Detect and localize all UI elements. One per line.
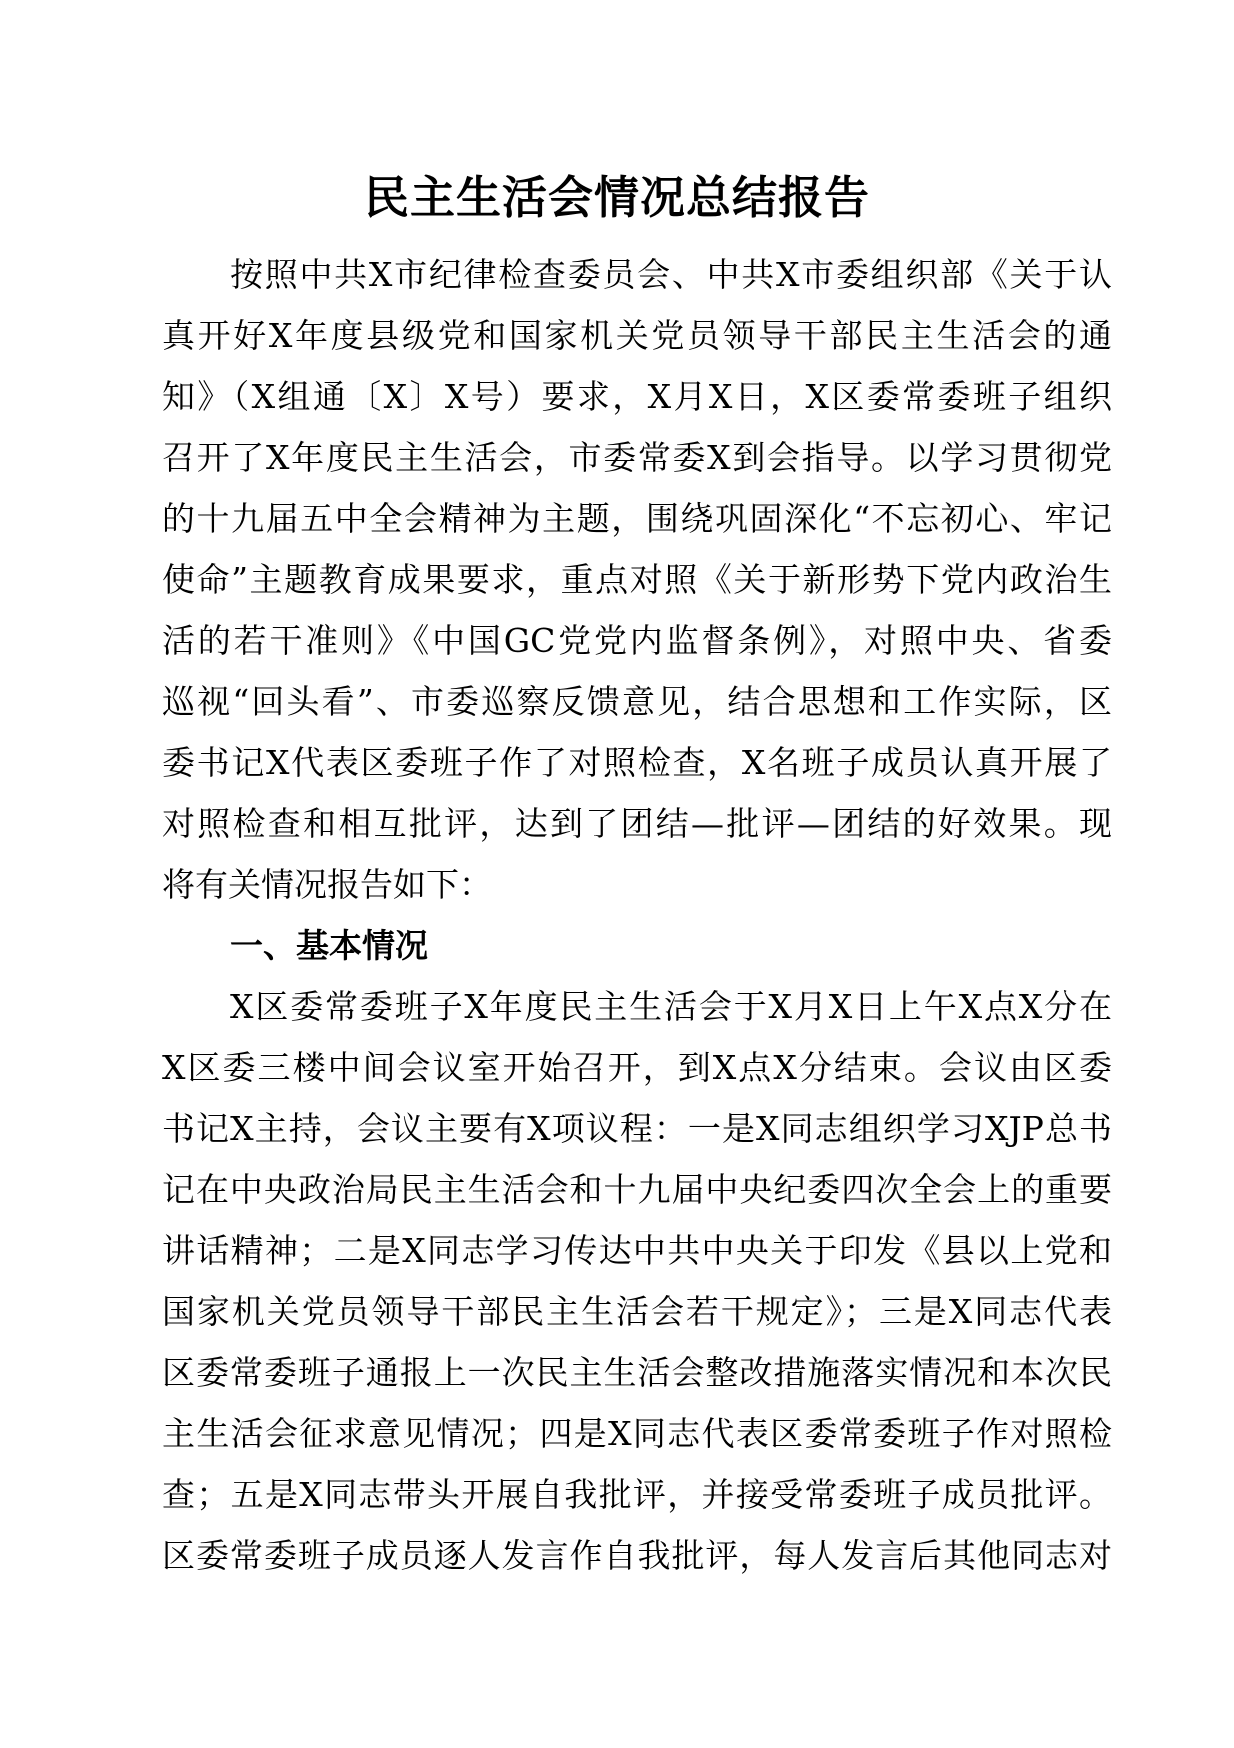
text-line: 国家机关党员领导干部民主生活会若干规定》；三是X同志代表 [162, 1292, 1112, 1331]
text-line: X区委三楼中间会议室开始召开，到X点X分结束。会议由区委 [162, 1048, 1112, 1087]
text-line: 按照中共X市纪律检查委员会、中共X市委组织部《关于认 [230, 255, 1112, 294]
text-line: 真开好X年度县级党和国家机关党员领导干部民主生活会的通 [162, 316, 1112, 355]
text-line: 对照检查和相互批评，达到了团结—批评—团结的好效果。现 [162, 804, 1112, 843]
text-line: 活的若干准则》《中国GC党党内监督条例》，对照中央、省委 [162, 621, 1112, 660]
document-title: 民主生活会情况总结报告 [363, 171, 870, 224]
text-line: 书记X主持，会议主要有X项议程：一是X同志组织学习XJP总书 [162, 1109, 1112, 1148]
document-body [162, 244, 1112, 1586]
text-line: 区委常委班子通报上一次民主生活会整改措施落实情况和本次民 [162, 1353, 1112, 1392]
text-line: X区委常委班子X年度民主生活会于X月X日上午X点X分在 [230, 987, 1112, 1026]
text-line: 将有关情况报告如下： [162, 865, 492, 904]
text-line: 召开了X年度民主生活会，市委常委X到会指导。以学习贯彻党 [162, 438, 1112, 477]
paragraph-intro [162, 244, 1112, 915]
text-line: 的十九届五中全会精神为主题，围绕巩固深化“不忘初心、牢记 [162, 499, 1112, 538]
section-heading: 一、基本情况 [230, 926, 428, 965]
text-line: 查；五是X同志带头开展自我批评，并接受常委班子成员批评。 [162, 1475, 1112, 1514]
text-line: 巡视“回头看”、市委巡察反馈意见，结合思想和工作实际，区 [162, 682, 1112, 721]
text-line: 区委常委班子成员逐人发言作自我批评，每人发言后其他同志对 [162, 1536, 1112, 1575]
paragraph-basic-info [162, 976, 1112, 1586]
text-line: 知》（X组通〔X〕X号）要求，X月X日，X区委常委班子组织 [162, 377, 1112, 416]
text-line: 主生活会征求意见情况；四是X同志代表区委常委班子作对照检 [162, 1414, 1112, 1453]
text-line: 使命”主题教育成果要求，重点对照《关于新形势下党内政治生 [162, 560, 1112, 599]
text-line: 记在中央政治局民主生活会和十九届中央纪委四次全会上的重要 [162, 1170, 1112, 1209]
text-line: 讲话精神；二是X同志学习传达中共中央关于印发《县以上党和 [162, 1231, 1112, 1270]
text-line: 委书记X代表区委班子作了对照检查，X名班子成员认真开展了 [162, 743, 1112, 782]
